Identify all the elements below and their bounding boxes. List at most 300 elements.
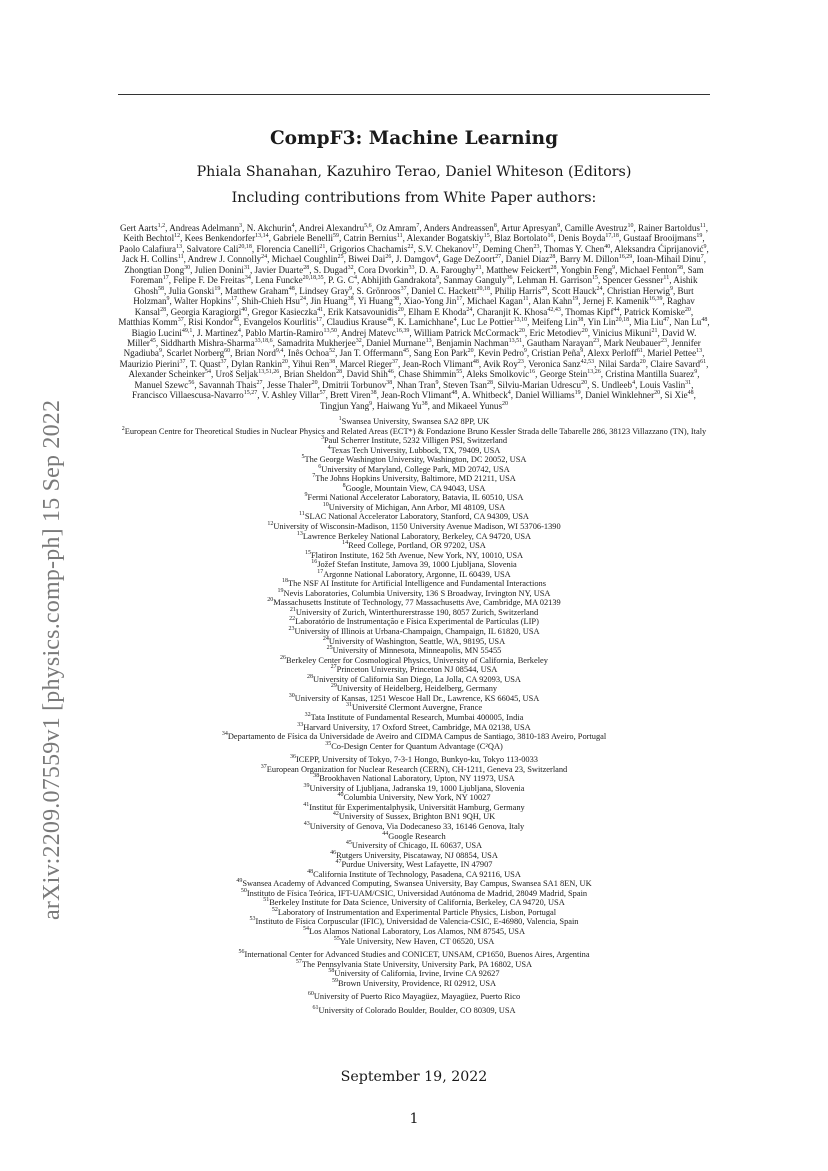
author-name: Erik Katsavounidis [327,306,398,317]
author-affiliation-ref: 42,53 [580,358,595,365]
author-affiliation-ref: 9 [612,264,616,271]
author-affiliation-ref: 19 [696,233,703,240]
author-name: Sanmay Ganguly [443,275,507,286]
affiliation-number: 47 [335,859,342,866]
affiliation-text: University of Sussex, Brighton BN1 9QH, UK [338,812,496,822]
author-name: Abhijith Gandrakota [361,275,437,286]
author-affiliation-ref: 20 [467,348,474,355]
author-affiliation-ref: 23 [593,337,600,344]
author-name: Lehman H. Garrison [517,275,593,286]
affiliation-item [118,950,710,960]
author-affiliation-ref: 20,18 [476,285,491,292]
affiliation-text: ICEPP, University of Tokyo, 7-3-1 Hongo, Bunkyo-ku, Tokyo 113-0033 [295,755,538,765]
author-affiliation-ref: 20 [397,306,404,313]
author-name: A. Whitbeck [461,390,508,401]
affiliation-text: Swansea University, Swansea SA2 8PP, UK [341,417,490,426]
author-affiliation-ref: 48 [451,390,458,397]
affiliation-number: 33 [297,721,304,728]
author-affiliation-ref: 45 [232,317,239,324]
author-affiliation-ref: 16 [547,233,554,240]
author-affiliation-ref: 15 [592,275,599,282]
affiliation-number: 3 [320,435,324,442]
affiliation-number: 37 [260,763,267,770]
author-name: Si Xie [664,390,688,401]
author-affiliation-ref: 28 [336,369,343,376]
affiliation-item [118,417,710,427]
affiliation-item [118,532,710,542]
affiliation-number: 13 [296,530,303,537]
affiliation-text: Nevis Laboratories, Columbia University, 136 S Broadway, Irvington NY, USA [283,588,551,598]
affiliation-item [118,427,710,437]
author-name: Gautham Narayan [526,337,594,348]
author-affiliation-ref: 22 [407,243,414,250]
author-affiliation-ref: 32 [347,264,354,271]
author-name: Uroš Seljak [215,369,259,380]
author-name: Mark Neubauer [603,337,661,348]
author-affiliation-ref: 20 [639,358,646,365]
affiliation-number: 54 [302,926,309,933]
author-affiliation-ref: 59 [333,233,339,240]
affiliation-number: 45 [345,840,352,847]
affiliation-item [118,446,710,456]
author-name: Spencer Gessner [602,275,664,286]
author-affiliation-ref: 17 [456,296,463,303]
affiliation-number: 40 [337,792,344,799]
affiliation-number: 38 [313,773,320,780]
affiliation-number: 44 [382,830,389,837]
author-affiliation-ref: 24 [261,254,268,261]
author-name: Salvatore Cali [186,243,239,254]
author-name: Biagio Lucini [131,327,182,338]
affiliation-text: Laboratório de Instrumentação e Física Experimental de Partículas (LIP) [295,617,539,627]
affiliation-list [118,417,710,1015]
author-name: David Shih [346,369,388,380]
affiliation-item [118,703,710,713]
author-affiliation-ref: 9 [669,285,673,292]
affiliation-number: 34 [221,731,228,738]
author-affiliation-ref: 28 [550,264,557,271]
author-name: Scarlet Norberg [166,348,225,359]
affiliation-item [118,665,710,675]
author-name: Cristian Peña [531,348,581,359]
affiliation-text: European Organization for Nuclear Research (CERN), CH-1211, Geneva 23, Switzerland [266,764,568,774]
author-name: Julien Donini [194,264,244,275]
author-name: Felipe F. De Freitas [173,275,245,286]
affiliation-item [118,512,710,522]
author-name: Benjamin Nachman [436,337,509,348]
author-affiliation-ref: 38 [329,358,336,365]
author-affiliation-ref: 21 [651,327,658,334]
affiliation-text: University of Ljubljana, Jadranska 19, 1000 Ljubljana, Slovenia [309,783,525,793]
author-affiliation-ref: 9 [694,369,698,376]
affiliation-number: 51 [263,897,270,904]
author-affiliation-ref: 25 [337,254,344,261]
author-name: Chase Shimmin [398,369,457,380]
author-affiliation-ref: 20 [518,327,525,334]
page-number: 1 [409,1111,419,1127]
affiliation-number: 19 [277,588,284,595]
affiliation-number: 9 [304,492,308,499]
affiliation-text: Departamento de Física da Universidade de Aveiro and CIDMA Campus de Santiago, 3810-183 Aveiro, Portugal [227,732,607,742]
author-name: Yihui Ren [292,358,330,369]
author-affiliation-ref: 40 [241,306,248,313]
author-affiliation-ref: 4 [353,275,357,282]
affiliation-item [118,579,710,589]
affiliation-number: 57 [295,958,302,965]
author-affiliation-ref: 38 [577,317,584,324]
affiliation-item [118,851,710,861]
author-name: Maurizio Pierini [119,358,180,369]
author-affiliation-ref: 10 [627,222,634,229]
author-name: Andrew J. Connolly [187,254,262,265]
author-name: Daniel Diaz [505,254,550,265]
affiliation-number: 18 [282,578,289,585]
author-name: Haiwang Yu [376,400,422,411]
author-affiliation-ref: 48 [288,285,295,292]
author-affiliation-ref: 21 [475,264,482,271]
author-name: Xiao-Yong Jin [403,296,457,307]
author-affiliation-ref: 40 [604,243,611,250]
affiliation-number: 59 [331,977,338,984]
affiliation-item [118,832,710,842]
author-name: Daniel C. Hackett [411,285,477,296]
author-affiliation-ref: 5,6 [364,222,372,229]
author-name: Meifeng Lin [531,317,578,328]
author-affiliation-ref: 20 [654,390,661,397]
author-affiliation-ref: 24 [466,306,473,313]
affiliation-item [118,617,710,627]
author-affiliation-ref: 20 [684,306,691,313]
author-name: S. Dugad [313,264,348,275]
affiliation-item [118,694,710,704]
affiliation-number: 48 [307,868,314,875]
author-affiliation-ref: 36 [506,275,513,282]
author-name: Matthias Komm [118,317,178,328]
author-name: Jin Huang [310,296,348,307]
paper-date: September 19, 2022 [340,1069,488,1085]
affiliation-number: 16 [311,559,318,566]
author-affiliation-ref: 38 [386,379,393,386]
author-affiliation-ref: 52 [329,348,336,355]
affiliation-item [118,656,710,666]
author-affiliation-ref: 37 [179,358,186,365]
affiliation-item [118,969,710,979]
affiliation-text: Tata Institute of Fundamental Research, Mumbai 400005, India [310,712,524,722]
author-affiliation-ref: 1,2 [157,222,166,229]
author-name: Claudius Krause [326,317,387,328]
author-name: Charanjit K. Khosa [476,306,548,317]
author-affiliation-ref: 19 [574,390,581,397]
affiliation-text: Google, Mountain View, CA 94043, USA [345,483,486,493]
affiliation-text: The George Washington University, Washington, DC 20052, USA [304,455,527,465]
author-affiliation-ref: 11 [699,222,706,229]
affiliation-text: Google Research [388,831,446,841]
author-affiliation-ref: 17,18 [605,233,619,240]
author-affiliation-ref: 28 [486,379,493,386]
affiliation-item [118,822,710,832]
author-name: T. Quast [189,358,221,369]
affiliation-text: University of Colorado Boulder, Boulder, CO 80309, USA [318,1005,516,1015]
author-name: Francisco Villaescusa-Navarro [132,390,244,401]
author-affiliation-ref: 47 [663,317,670,324]
author-affiliation-ref: 12 [174,233,181,240]
affiliation-number: 31 [345,702,352,709]
affiliation-text: Swansea Academy of Advanced Computing, Swansea University, Bay Campus, Swansea SA1 8EN, UK [242,879,592,889]
author-affiliation-ref: 20 [581,379,588,386]
affiliation-text: University of Maryland, College Park, MD 20742, USA [321,464,510,474]
affiliation-item [118,841,710,851]
affiliation-text: Paul Scherrer Institute, 5232 Villigen PSI, Switzerland [323,436,508,446]
affiliation-item [118,484,710,494]
author-affiliation-ref: 9 [523,348,527,355]
affiliation-item [118,742,710,752]
author-name: Manuel Szewc [134,379,189,390]
author-affiliation-ref: 4 [632,379,636,386]
author-affiliation-ref: 28 [549,254,556,261]
author-affiliation-ref: 9 [580,348,584,355]
author-affiliation-ref: 9 [435,379,439,386]
affiliation-item [118,870,710,880]
affiliation-text: Flatiron Institute, 162 5th Avenue, New York, NY, 10010, USA [310,550,524,560]
affiliation-item [118,436,710,446]
author-name: Florencia Canelli [256,243,320,254]
author-affiliation-ref: 58 [677,264,684,271]
author-name: Daniel Winklehner [585,390,655,401]
author-name: Matthew Graham [224,285,289,296]
affiliation-number: 32 [304,712,311,719]
author-affiliation-ref: 20 [281,358,288,365]
author-name: Gustaaf Brooijmans [623,233,697,244]
author-affiliation-ref: 26 [385,254,392,261]
author-name: S.V. Chekanov [418,243,473,254]
author-name: Andrei Alexandru [298,223,365,233]
author-name: Walter Hopkins [173,296,232,307]
author-affiliation-ref: 37 [400,285,407,292]
author-name: Brian Nord [234,348,276,359]
author-affiliation-ref: 9 [158,348,162,355]
author-name: Jean-Roch Vlimant [381,390,452,401]
author-affiliation-ref: 38 [370,390,377,397]
author-affiliation-ref: 9,4 [275,348,284,355]
author-affiliation-ref: 38 [421,400,428,407]
author-name: Aleks Smolkovic [466,369,530,380]
affiliation-item [118,889,710,899]
affiliation-number: 35 [325,740,332,747]
author-affiliation-ref: 8 [493,222,497,229]
author-name: Daniel Murnane [366,337,426,348]
affiliation-number: 36 [289,754,296,761]
affiliation-text: Université Clermont Auvergne, France [351,703,483,713]
affiliation-number: 39 [303,782,310,789]
affiliation-text: University of Genova, Via Dodecaneso 33, 16146 Genova, Italy [309,821,525,831]
affiliation-item [118,560,710,570]
affiliation-number: 60 [307,991,314,998]
author-name: P. G. C [328,275,354,286]
author-affiliation-ref: 19 [214,285,221,292]
affiliation-text: Rutgers University, Piscataway, NJ 08854, USA [336,850,498,860]
affiliation-number: 30 [288,693,295,700]
author-affiliation-ref: 15,27 [243,390,258,397]
author-name: Cristina Mantilla Suarez [605,369,695,380]
author-affiliation-ref: 61 [636,348,643,355]
author-name: Gregor Kasieczka [251,306,318,317]
author-name: Pablo Martín-Ramiro [245,327,324,338]
affiliation-item [118,474,710,484]
affiliation-item [118,812,710,822]
author-name: Mia Liu [633,317,664,328]
author-name: Artur Apresyan [500,223,558,233]
author-name: Gage DeZoort [442,254,496,265]
author-affiliation-ref: 13,50 [323,327,337,334]
paper-title: CompF3: Machine Learning [269,128,559,149]
author-name: Camille Avestruz [564,223,628,233]
affiliation-text: University of Zurich, Winterthurerstrasse 190, 8057 Zurich, Switzerland [295,607,539,617]
author-affiliation-ref: 57 [319,390,326,397]
author-name: Silviu-Marian Udrescu [497,379,582,390]
affiliation-item [118,979,710,989]
affiliation-item [118,732,710,742]
author-name: Daniel Williams [515,390,575,401]
affiliation-text: Brookhaven National Laboratory, Upton, NY 11973, USA [319,774,515,784]
contributions-line: Including contributions from White Paper authors: [231,190,597,206]
author-name: Michael Coughlin [271,254,338,265]
author-affiliation-ref: 48 [472,358,479,365]
author-affiliation-ref: 46 [386,317,393,324]
author-name: J. Martinez [196,327,238,338]
affiliation-number: 23 [288,626,295,633]
author-affiliation-ref: 20,18 [238,243,252,250]
author-affiliation-ref: 11 [396,233,403,240]
author-name: Shih-Chieh Hsu [241,296,300,307]
author-name: Oz Amram [376,223,417,233]
affiliation-number: 50 [240,888,247,894]
affiliation-text: Yale University, New Haven, CT 06520, USA [339,936,495,946]
arxiv-identifier[interactable]: arXiv:2209.07559v1 [physics.comp-ph] 15 Sep 2022 [39,399,65,920]
affiliation-number: 6 [318,463,322,470]
author-affiliation-ref: 4 [435,254,439,261]
author-affiliation-ref: 19 [572,296,579,303]
affiliation-number: 25 [326,645,333,652]
affiliation-number: 46 [330,849,337,856]
affiliation-text: University of Kansas, 1251 Wescoe Hall Dr., Lawrence, KS 66045, USA [294,693,540,703]
author-name: Jack H. Collins [122,254,178,265]
affiliation-item [118,455,710,465]
author-name: Gert Aarts [120,223,158,233]
author-name: Sam Foreman [130,264,704,286]
author-name: William Patrick McCormack [413,327,519,338]
affiliation-item [118,898,710,908]
author-affiliation-ref: 58 [158,285,165,292]
author-affiliation-ref: 23 [517,358,524,365]
author-affiliation-ref: 34 [244,275,251,282]
affiliation-text: University of California, Irvine, Irvine CA 92627 [334,969,500,979]
affiliation-text: Fermi National Accelerator Laboratory, Batavia, IL 60510, USA [307,493,524,503]
author-affiliation-ref: 45 [403,348,410,355]
author-affiliation-ref: 16,39 [648,296,663,303]
author-affiliation-ref: 13,10 [513,317,528,324]
affiliation-item [118,551,710,561]
author-affiliation-ref: 4 [507,390,511,397]
affiliation-number: 28 [307,673,314,680]
author-name: Jennifer Ngadiuba [123,337,701,359]
author-name: Alexander Scheinker [128,369,205,380]
author-name: Siddharth Mishra-Sharma [160,337,255,348]
author-affiliation-ref: 15 [483,233,490,240]
author-affiliation-ref: 38 [347,296,354,303]
affiliation-text: Los Alamos National Laboratory, Los Alamos, NM 87545, USA [308,926,526,936]
affiliation-number: 20 [267,597,274,604]
author-name: and Mikaeel Yunus [432,400,503,411]
author-name: Michael Fenton [619,264,678,275]
author-name: N. Akchurin [246,223,292,233]
author-name: Javier Duarte [254,264,304,275]
affiliation-text: Instituto de Física Corpuscular (IFIC), Universidad de Valencia-CSIC, E-46980, Valencia, Spain [255,917,579,927]
author-name: Alan Kahn [532,296,573,307]
affiliation-text: University of Minnesota, Minneapolis, MN 55455 [332,646,502,656]
author-affiliation-ref: 46 [387,369,394,376]
author-name: Deming Chen [482,243,534,254]
affiliation-item [118,723,710,733]
author-name: Julia Gonski [168,285,215,296]
affiliation-text: Columbia University, New York, NY 10027 [343,793,491,803]
author-affiliation-ref: 49,1 [181,327,193,334]
author-affiliation-ref: 13,26 [587,369,601,376]
author-name: Denis Boyda [558,233,606,244]
author-name: Nhan Tran [396,379,436,390]
author-affiliation-ref: 61 [700,358,707,365]
author-name: Patrick Komiske [624,306,685,317]
author-affiliation-ref: 20 [541,285,548,292]
author-affiliation-ref: 17 [231,296,238,303]
affiliation-number: 52 [271,907,278,914]
author-name: Michael Kagan [466,296,523,307]
author-name: Raghav Kansal [134,296,695,317]
author-name: Louis Vaslin [639,379,686,390]
author-name: Yin Lin [587,317,616,328]
author-name: Barry M. Dillon [559,254,619,265]
author-affiliation-ref: 17 [316,317,323,324]
affiliation-number: 15 [304,549,311,556]
affiliation-text: Princeton University, Princeton NJ 08544, USA [336,665,498,675]
affiliation-item [118,793,710,803]
author-name: Anders Andreassen [423,223,494,233]
author-affiliation-ref: 37 [220,358,227,365]
author-affiliation-ref: 27 [495,254,502,261]
author-name: Burt Holzman [133,285,694,307]
affiliation-text: Jožef Stefan Institute, Jamova 39, 1000 Ljubljana, Slovenia [317,560,517,570]
author-affiliation-ref: 16,29 [618,254,633,261]
author-name: Sang Eon Park [413,348,468,359]
author-name: Philip Harris [494,285,542,296]
affiliation-item [118,713,710,723]
affiliation-number: 58 [328,968,335,975]
author-name: Jesse Thaler [267,379,312,390]
author-name: Alexx Perloff [587,348,637,359]
author-name: Paolo Calafiura [119,243,177,254]
author-affiliation-ref: 21 [319,243,326,250]
affiliation-text: University of California San Diego, La Jolla, CA 92093, USA [313,674,521,684]
author-name: Aishik Ghosh [134,275,698,296]
author-affiliation-ref: 41 [317,306,324,313]
affiliation-number: 10 [322,502,329,509]
author-name: Grigorios Chachamis [329,243,408,254]
author-affiliation-ref: 44 [613,306,620,313]
author-affiliation-ref: 20 [502,400,509,407]
affiliation-text: Massachusetts Institute of Technology, 77 Massachusetts Ave, Cambridge, MA 02139 [273,598,561,608]
affiliation-item [118,927,710,937]
affiliation-item [118,774,710,784]
author-affiliation-ref: 20,18,35 [302,275,324,282]
